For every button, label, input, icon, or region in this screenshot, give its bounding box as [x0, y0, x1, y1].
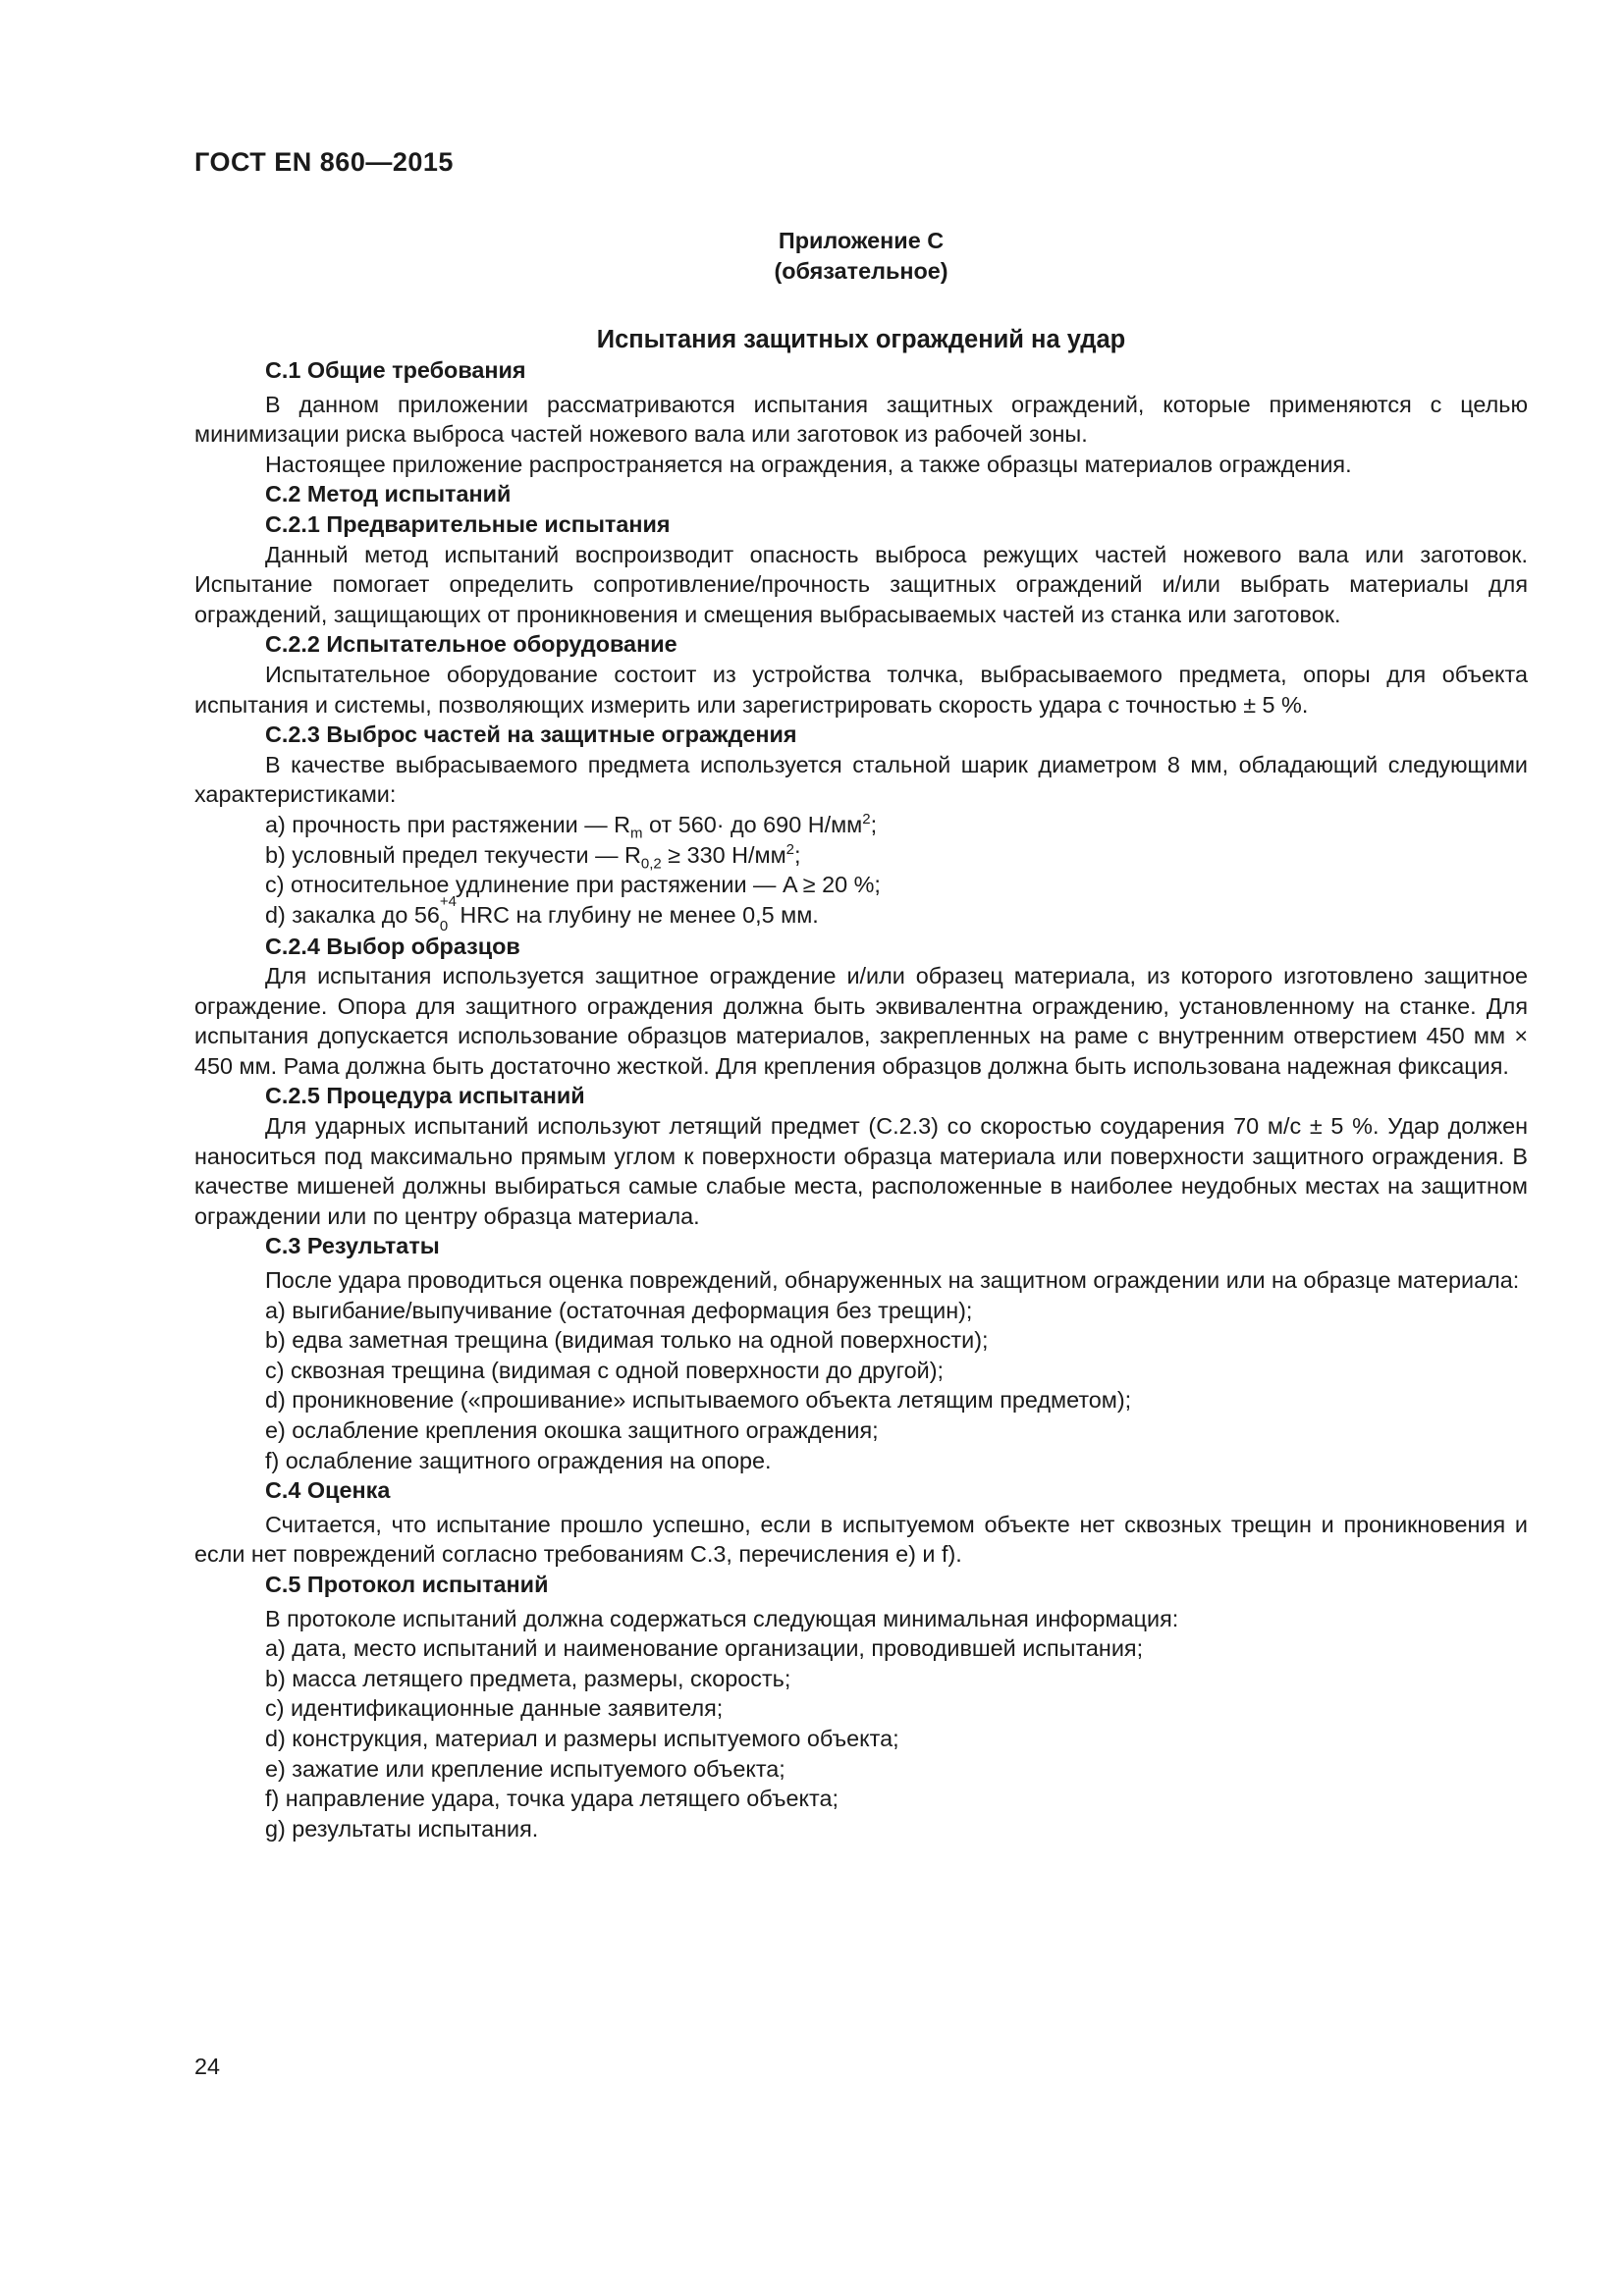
section-c2	[194, 479, 1528, 1231]
list-item: d) конструкция, материал и размеры испытуемого объекта;	[265, 1725, 899, 1751]
list-item: g) результаты испытания.	[265, 1815, 539, 1842]
section-c4-paragraph: Считается, что испытание прошло успешно, если в испытуемом объекте нет сквозных трещин и проникновения и если нет повреждений согласно требованиям С.3, перечисления e) и f).	[194, 1511, 1528, 1568]
section-c1-paragraph-2: Настоящее приложение распространяется на ограждения, а также образцы материалов ограждения.	[265, 451, 1352, 477]
list-item: b) масса летящего предмета, размеры, скорость;	[265, 1665, 791, 1691]
list-item: c) идентификационные данные заявителя;	[265, 1695, 724, 1722]
page-content	[194, 226, 1528, 1843]
list-item: a) выгибание/выпучивание (остаточная деформация без трещин);	[265, 1297, 973, 1323]
section-c23-paragraph: В качестве выбрасываемого предмета используется стальной шарик диаметром 8 мм, обладающий следующими характеристиками:	[194, 751, 1528, 808]
section-c3-heading: С.3 Результаты	[265, 1233, 440, 1259]
document-code: ГОСТ EN 860—2015	[194, 147, 454, 177]
list-item-elongation: c) относительное удлинение при растяжении — A ≥ 20 %;	[265, 872, 881, 898]
section-c3-paragraph: После удара проводиться оценка повреждений, обнаруженных на защитном ограждении или на образце материала:	[265, 1267, 1520, 1294]
section-c25-heading: С.2.5 Процедура испытаний	[265, 1083, 585, 1109]
list-item: d) проникновение («прошивание» испытываемого объекта летящим предметом);	[265, 1387, 1132, 1414]
section-c23-heading: С.2.3 Выброс частей на защитные ограждения	[265, 721, 797, 748]
section-c5	[194, 1570, 1528, 1843]
annex-name: Приложение С	[778, 228, 945, 253]
section-c24-heading: С.2.4 Выбор образцов	[265, 933, 520, 959]
section-c4-heading: С.4 Оценка	[265, 1477, 391, 1504]
annex-title: Испытания защитных ограждений на удар	[596, 326, 1126, 353]
list-item: b) едва заметная трещина (видимая только на одной поверхности);	[265, 1327, 989, 1354]
annex-status: (обязательное)	[774, 258, 948, 284]
section-c1	[194, 355, 1528, 479]
list-item-hardening: d) закалка до 56 +4 0 HRC на глубину не менее 0,5 мм.	[265, 892, 819, 934]
hardness-tolerance: +4 0	[439, 892, 457, 934]
section-c3	[194, 1231, 1528, 1475]
page-number: 24	[194, 2054, 221, 2079]
list-item: e) ослабление крепления окошка защитного ограждения;	[265, 1417, 879, 1443]
section-c1-paragraph-1: В данном приложении рассматриваются испытания защитных ограждений, которые применяются с целью минимизации риска выброса частей ножевого вала или заготовок из рабочей зоны.	[194, 391, 1528, 448]
list-item: f) ослабление защитного ограждения на опоре.	[265, 1447, 772, 1473]
list-item: c) сквозная трещина (видимая с одной поверхности до другой);	[265, 1357, 944, 1383]
list-item-tensile-strength: a) прочность при растяжении — $R_m$ от 560· до 690 $Н/мм^2$;	[265, 811, 878, 842]
section-c1-heading: С.1 Общие требования	[265, 357, 526, 383]
section-c4	[194, 1475, 1528, 1570]
section-c21-heading: С.2.1 Предварительные испытания	[265, 510, 671, 537]
section-c22-heading: С.2.2 Испытательное оборудование	[265, 631, 677, 658]
section-c24-paragraph: Для испытания используется защитное ограждение и/или образец материала, из которого изготовлено защитное ограждение. Опора для защитного ограждения должна быть эквивалентна ограждению, установленному на станке. Для испытания допускается использование образцов материалов, закрепленных на раме с внутренним отверстием 450 мм × 450 мм. Рама должна быть достаточно жесткой. Для крепления образцов должна быть использована надежная фиксация.	[194, 963, 1528, 1079]
list-item: a) дата, место испытаний и наименование организации, проводившей испытания;	[265, 1635, 1144, 1662]
section-c22-paragraph: Испытательное оборудование состоит из устройства толчка, выбрасываемого предмета, опоры для объекта испытания и системы, позволяющих измерить или зарегистрировать скорость удара с точностью ± 5 %.	[194, 661, 1528, 718]
section-c21-paragraph: Данный метод испытаний воспроизводит опасность выброса режущих частей ножевого вала или заготовок. Испытание помогает определить сопротивление/прочность защитных ограждений и/или выбрать материалы для ограждений, защищающих от проникновения и смещения выбрасываемых частей из станка или заготовок.	[194, 541, 1528, 627]
section-c2-heading: С.2 Метод испытаний	[265, 481, 512, 507]
list-item: f) направление удара, точка удара летящего объекта;	[265, 1786, 839, 1812]
section-c5-paragraph: В протоколе испытаний должна содержаться следующая минимальная информация:	[265, 1605, 1179, 1631]
list-item-yield-strength: b) условный предел текучести — $R_{0,2} \ge 330$ $Н/мм^2$;	[265, 840, 801, 873]
section-c25-paragraph: Для ударных испытаний используют летящий предмет (С.2.3) со скоростью соударения 70 м/с ± 5 %. Удар должен наноситься под максимально прямым углом к поверхности образца материала или поверхности защитного ограждения. В качестве мишеней должны выбираться самые слабые места, расположенные в наиболее неудобных местах на защитном ограждении или по центру образца материала.	[194, 1113, 1528, 1229]
list-item: e) зажатие или крепление испытуемого объекта;	[265, 1755, 785, 1782]
section-c5-heading: С.5 Протокол испытаний	[265, 1571, 549, 1597]
